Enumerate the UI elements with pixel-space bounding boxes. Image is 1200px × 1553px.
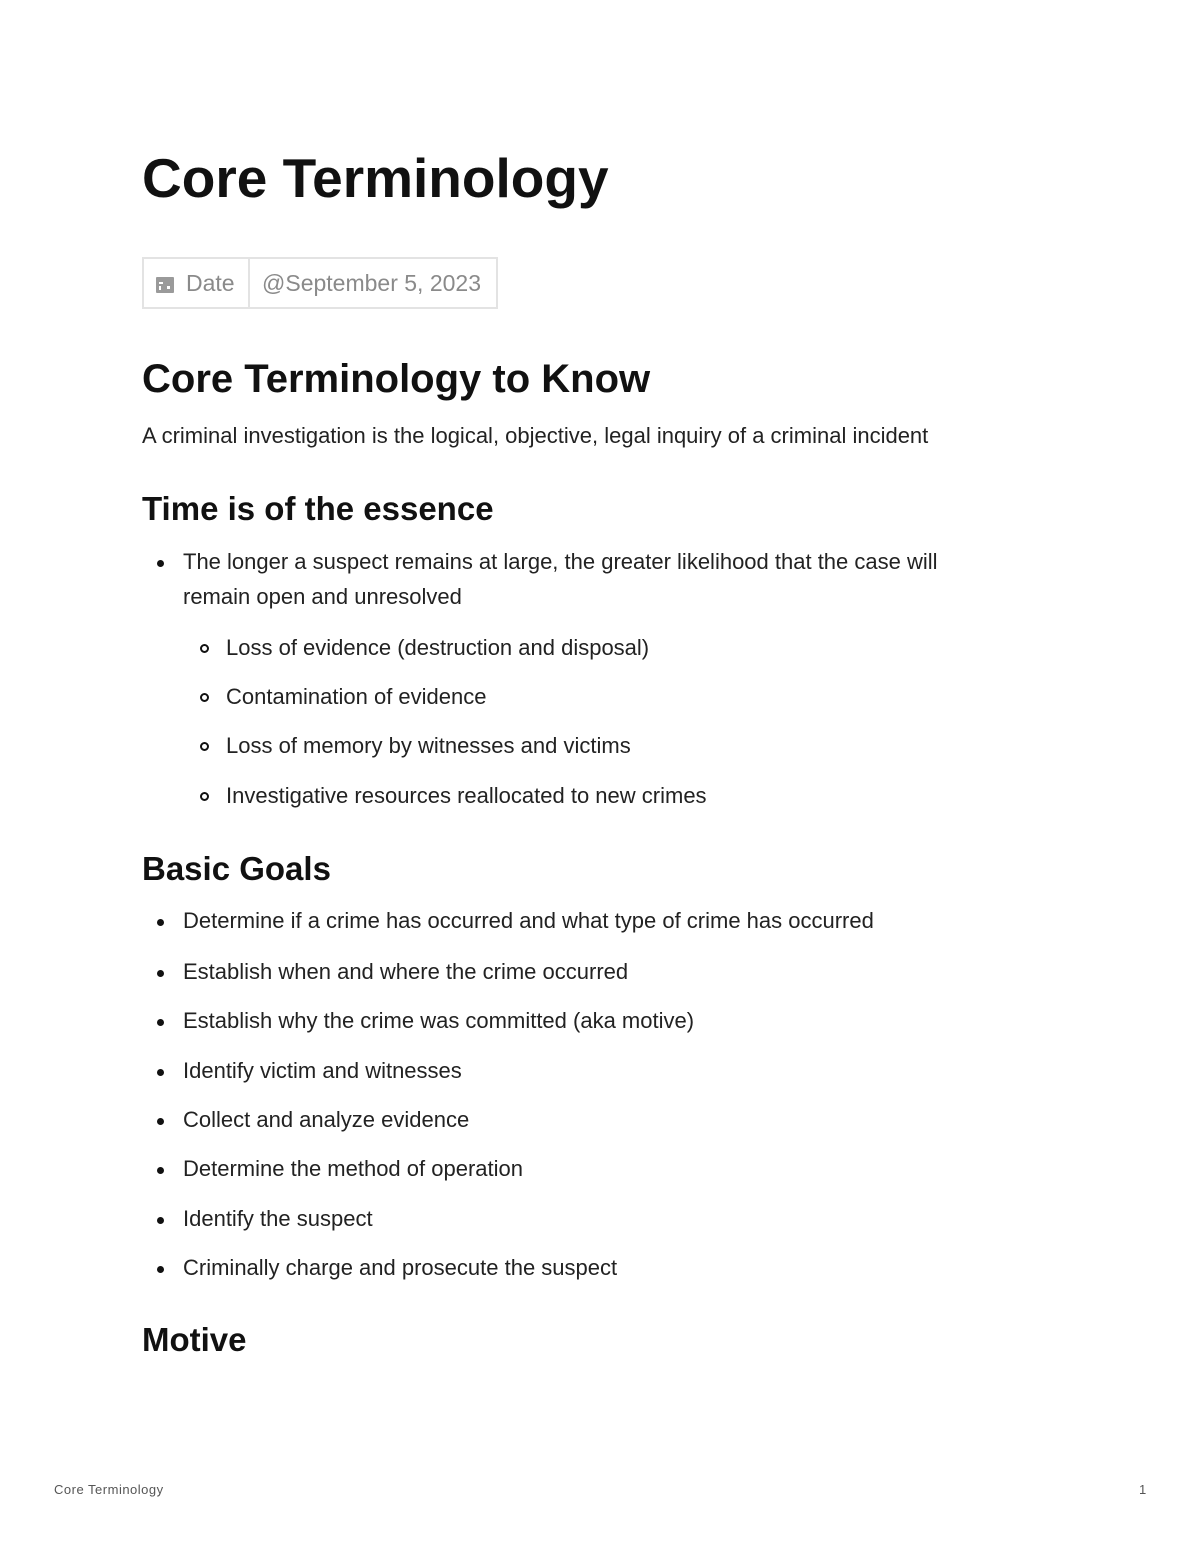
bullet-ring bbox=[200, 644, 209, 653]
list-item-text: Collect and analyze evidence bbox=[183, 1107, 470, 1132]
list-item-text: Determine the method of operation bbox=[183, 1156, 523, 1181]
list-item-text-continued: remain open and unresolved bbox=[183, 584, 462, 609]
bullet-ring bbox=[200, 792, 209, 801]
bullet-dot bbox=[157, 1118, 164, 1125]
list-item-text: The longer a suspect remains at large, the greater likelihood that the case will bbox=[183, 549, 938, 574]
date-label: Date bbox=[186, 269, 235, 296]
sub-list-item-text: Loss of evidence (destruction and disposal) bbox=[226, 635, 650, 660]
section-heading-core: Core Terminology to Know bbox=[142, 357, 651, 401]
bullet-dot bbox=[157, 970, 164, 977]
bullet-dot bbox=[157, 1167, 164, 1174]
list-item-text: Criminally charge and prosecute the suspect bbox=[183, 1255, 618, 1280]
page-number: 1 bbox=[1139, 1482, 1147, 1497]
bullet-ring bbox=[200, 742, 209, 751]
calendar-icon bbox=[156, 277, 174, 293]
footer-title: Core Terminology bbox=[54, 1482, 164, 1497]
date-property-name bbox=[144, 259, 250, 307]
bullet-ring bbox=[200, 693, 209, 702]
bullet-dot bbox=[157, 1019, 164, 1026]
section-heading-time: Time is of the essence bbox=[142, 490, 494, 527]
date-property-value[interactable]: @September 5, 2023 bbox=[262, 269, 481, 296]
properties-table bbox=[142, 257, 498, 309]
list-item-text: Establish when and where the crime occurred bbox=[183, 959, 629, 984]
bullet-dot bbox=[157, 560, 164, 567]
list-item-text: Establish why the crime was committed (aka motive) bbox=[183, 1008, 695, 1033]
bullet-dot bbox=[157, 1266, 164, 1273]
section-heading-motive: Motive bbox=[142, 1321, 247, 1358]
bullet-dot bbox=[157, 1217, 164, 1224]
bullet-dot bbox=[157, 1069, 164, 1076]
core-paragraph: A criminal investigation is the logical, objective, legal inquiry of a criminal incident bbox=[142, 423, 929, 448]
list-item-text: Identify victim and witnesses bbox=[183, 1058, 462, 1083]
bullet-dot bbox=[157, 919, 164, 926]
list-item-text: Determine if a crime has occurred and what type of crime has occurred bbox=[183, 908, 874, 933]
sub-list-item-text: Contamination of evidence bbox=[226, 684, 487, 709]
list-item-text: Identify the suspect bbox=[183, 1206, 373, 1231]
section-heading-goals: Basic Goals bbox=[142, 850, 331, 887]
page-title: Core Terminology bbox=[142, 147, 609, 209]
sub-list-item-text: Loss of memory by witnesses and victims bbox=[226, 733, 631, 758]
sub-list-item-text: Investigative resources reallocated to new crimes bbox=[226, 783, 707, 808]
